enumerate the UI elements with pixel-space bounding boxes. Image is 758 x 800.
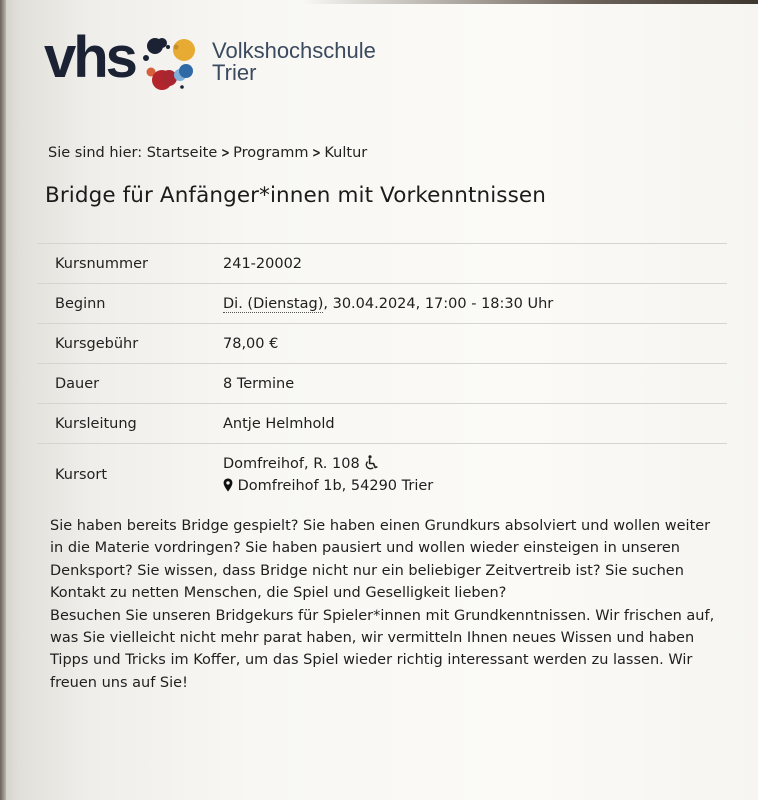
chevron-right-icon: > [221, 145, 231, 161]
instructor-value: Antje Helmhold [213, 404, 727, 444]
logo-institution-name: Volkshochschule Trier [212, 38, 376, 85]
course-number-value: 241-20002 [213, 244, 727, 284]
vhs-logo[interactable] [44, 25, 404, 94]
location-address-link[interactable] [223, 475, 727, 497]
breadcrumb-prefix: Sie sind hier: [48, 145, 143, 161]
description-paragraph-1: Sie haben bereits Bridge gespielt? Sie haben einen Grundkurs absolviert und wollen weiter in die Materie vordringen? Sie haben pausiert und wollen wieder einsteigen in unseren Denksport? Sie wissen, dass Bridge nicht nur ein beliebiger Zeitvertreib ist? Sie suchen Kontakt zu netten Menschen, die Spiel und Geselligkeit lieben? [50, 518, 711, 602]
table-row [37, 444, 727, 507]
page-left-edge [0, 0, 6, 800]
fee-value: 78,00 € [213, 324, 727, 364]
start-datetime: , 30.04.2024, 17:00 - 18:30 Uhr [323, 295, 554, 312]
map-marker-icon [223, 478, 233, 492]
page-title: Bridge für Anfänger*innen mit Vorkenntnissen [45, 183, 546, 208]
breadcrumb-kultur[interactable]: Kultur [324, 145, 368, 161]
breadcrumb-startseite[interactable]: Startseite [146, 145, 218, 161]
weekday-abbreviation: Di. (Dienstag) [223, 295, 324, 312]
logo-dots-icon [140, 34, 202, 94]
detail-label: Kursort [37, 444, 213, 507]
wheelchair-icon [364, 455, 378, 470]
duration-value: 8 Termine [213, 364, 727, 404]
chevron-right-icon: > [312, 145, 322, 161]
page-top-edge [0, 0, 758, 4]
detail-label: Dauer [37, 364, 213, 404]
location-address: Domfreihof 1b, 54290 Trier [237, 478, 434, 494]
table-row [37, 284, 727, 324]
course-details-table [37, 243, 727, 506]
detail-label: Beginn [37, 284, 213, 324]
location-room: Domfreihof, R. 108 [223, 456, 360, 472]
description-paragraph-2: Besuchen Sie unseren Bridgekurs für Spieler*innen mit Grundkenntnissen. Wir frischen auf, was Sie vielleicht nicht mehr parat haben, wir vermitteln Ihnen neues Wissen und haben Tipps und Tricks im Koffer, um das Spiel wieder richtig interessant werden zu lassen. Wir freuen uns auf Sie! [50, 607, 715, 691]
detail-label: Kursnummer [37, 244, 213, 284]
table-row [37, 244, 727, 284]
table-row [37, 324, 727, 364]
course-description [50, 515, 730, 694]
table-row [37, 364, 727, 404]
breadcrumb-programm[interactable]: Programm [233, 145, 309, 161]
detail-label: Kursgebühr [37, 324, 213, 364]
table-row [37, 404, 727, 444]
logo-wordmark: vhs [44, 25, 135, 90]
location-value [213, 444, 727, 507]
start-value [213, 284, 727, 324]
breadcrumb [48, 145, 367, 161]
detail-label: Kursleitung [37, 404, 213, 444]
